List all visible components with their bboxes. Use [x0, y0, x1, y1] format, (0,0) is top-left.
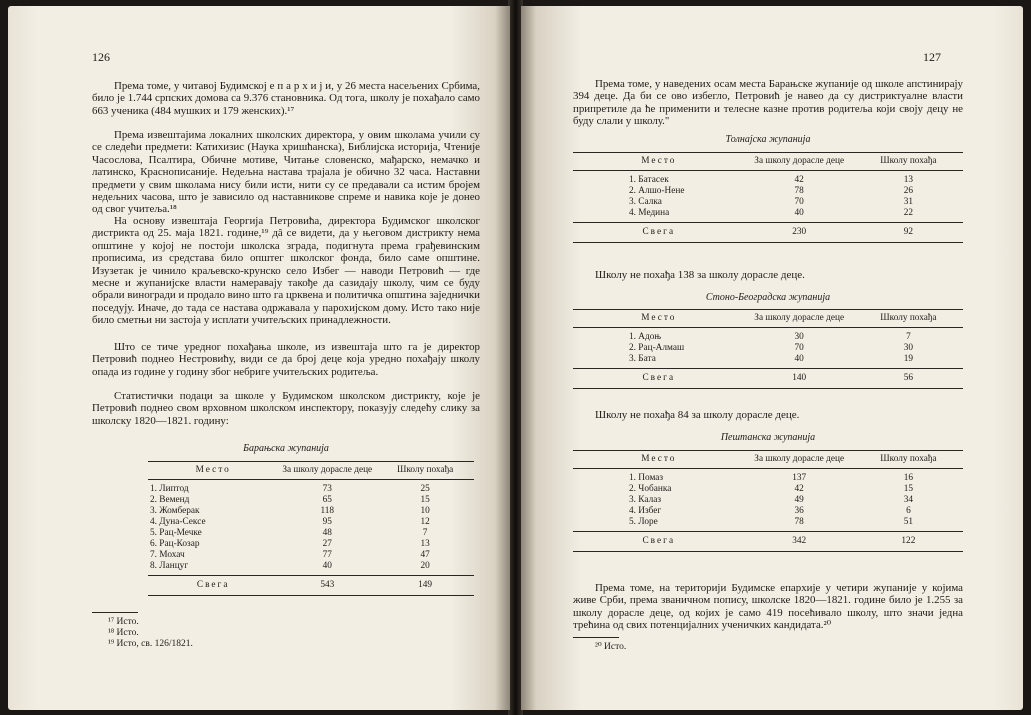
table-cell: 2. Алшо-Нене: [629, 186, 685, 196]
table-cell: 137: [792, 473, 807, 483]
table-row: [573, 197, 963, 208]
table-cell: 65: [322, 495, 332, 505]
footnote: ¹⁸ Исто.: [108, 628, 139, 638]
data-table: [573, 152, 963, 243]
table-cell: 20: [420, 561, 430, 571]
footnote: ²⁰ Исто.: [595, 642, 627, 652]
table-cell: 4. Избег: [629, 506, 662, 516]
table-cell: 15: [903, 484, 914, 494]
total-label: Свега: [573, 223, 745, 243]
table-row: [573, 354, 963, 369]
table-caption: Барањска жупанија: [243, 443, 329, 454]
table-cell: 47: [420, 550, 430, 560]
table-cell: 40: [794, 354, 804, 364]
table-row: [148, 495, 474, 506]
table-row: [573, 208, 963, 223]
left-page: [8, 6, 510, 710]
table-row: [573, 343, 963, 354]
table-cell: 2. Рац-Алмаш: [629, 343, 685, 353]
data-table: [573, 450, 963, 552]
footnote-divider: [573, 637, 619, 638]
table-row: [573, 506, 963, 517]
table-caption: Толнајска жупанија: [725, 134, 811, 145]
table-cell: 13: [903, 175, 914, 185]
table-cell: 31: [903, 197, 914, 207]
table-cell: 13: [420, 539, 430, 549]
table-cell: 30: [794, 332, 804, 342]
table-cell: 92: [854, 223, 963, 243]
table-cell: 70: [794, 197, 804, 207]
table-cell: 15: [420, 495, 430, 505]
table-cell: 27: [322, 539, 332, 549]
table-cell: 342: [745, 532, 854, 552]
statement: Школу не похађа 84 за школу дорасле деце.: [595, 409, 800, 421]
column-header: Школу похађа: [854, 310, 963, 328]
statement: Школу не похађа 138 за школу дорасле деце.: [595, 269, 805, 281]
table-cell: 7. Мохач: [150, 550, 185, 560]
table-cell: 1. Липтод: [150, 484, 189, 494]
table-cell: 12: [420, 517, 430, 527]
column-header: Место: [573, 310, 745, 328]
paragraph: Што се тиче уредног похађања школе, из извештаја што га је директор Петровић поднео Нестровићу, види се да број деце која уредно похађају школу опада из године у годину због небриге учитељских родитеља.: [92, 341, 480, 378]
table-cell: 42: [794, 175, 804, 185]
table-cell: 73: [322, 484, 332, 494]
table-cell: 77: [322, 550, 332, 560]
table-row: [573, 517, 963, 532]
table-cell: 1. Помаз: [629, 473, 664, 483]
paragraph: Статистички подаци за школе у Будимском школском дистрикту, које је Петровић поднео свом врховном школском инспектору, показују следећу слику за школску 1820—1821. годину:: [92, 390, 480, 427]
table-cell: 4. Медина: [629, 208, 670, 218]
table-cell: 51: [903, 517, 914, 527]
table-row: [573, 495, 963, 506]
column-header: Место: [148, 462, 278, 480]
table-cell: 6: [906, 506, 911, 516]
data-table: [148, 461, 474, 596]
table-cell: 1. Батасек: [629, 175, 669, 185]
footnote: ¹⁹ Исто, св. 126/1821.: [108, 639, 193, 649]
paragraph: Према извештајима локалних школских директора, у овим школама учили су се следећи предмети: Катихизис (Наука хришћанска), Библијска историја, Чтеније Часослова, Псалтира, Обичне мотиве, Читање словенско, мађарско, немачко и латинско, Краснописаније. Недељна настава трајала је обично 32 часа. Наставни предмети у свим школама нису били исти, нити су се предавали са истим бројем недељних часова, што је зависило од наставникове спреме и навика које је донео од свог учитеља.¹⁸: [92, 129, 480, 216]
table-cell: 48: [322, 528, 332, 538]
table-row: [573, 328, 963, 344]
table-cell: 3. Жомберак: [150, 506, 200, 516]
page-number: 127: [923, 50, 941, 64]
table-cell: 40: [322, 561, 332, 571]
table-cell: 22: [903, 208, 914, 218]
table-row: [148, 550, 474, 561]
table-row: [148, 528, 474, 539]
footnote-divider: [92, 612, 138, 613]
table-total-row: [148, 576, 474, 596]
total-label: Свега: [148, 576, 278, 596]
table-cell: 19: [903, 354, 914, 364]
table-cell: 140: [745, 369, 854, 389]
table-cell: 1. Адоњ: [629, 332, 662, 342]
table-caption: Пештанска жупанија: [720, 432, 816, 443]
table-total-row: [573, 369, 963, 389]
column-header: За школу дорасле деце: [745, 153, 854, 171]
page-number: 126: [92, 50, 110, 64]
paragraph: На основу извештаја Георгија Петровића, директора Будимског школског дистрикта од 25. маја 1821. године,¹⁹ дâ се видети, да у његовом дистрикту нема општине у којој не постоји школска зграда, подигнута према грађевинским прописима, из средстава било општег школског фонда, било саме општине. Изузетак је чинило краљевско-крунско село Избег — наводи Петровић — где месне и жупанијске власти намеравају такође да сазидају школу, чим се буду обрали виногради и продало вино што га црквена и политичка општина заједнички поседују. Иначе, до тада се настава одржавала у парохијском дому. Исто тако није било сметњи ни застоја у исплати учитељских принадлежности.: [92, 215, 480, 327]
column-header: Место: [573, 451, 745, 469]
column-header: Школу похађа: [376, 462, 474, 480]
table-cell: 149: [376, 576, 474, 596]
table-cell: 78: [794, 186, 804, 196]
table-cell: 25: [420, 484, 430, 494]
table-row: [148, 561, 474, 576]
table-cell: 5. Рац-Мечке: [150, 528, 202, 538]
table-cell: 30: [903, 343, 914, 353]
table-cell: 49: [794, 495, 804, 505]
table-row: [148, 517, 474, 528]
table-cell: 70: [794, 343, 804, 353]
table-cell: 40: [794, 208, 804, 218]
table-cell: 118: [320, 506, 335, 516]
paragraph: Према томе, на територији Будимске епархије у четири жупаније у којима живе Срби, према званичном попису, школске 1820—1821. године било је 1.255 за школу дорасле деце, од којих је само 419 посећивало школу, што значи једна трећина од свих потенцијалних ученичких кандидата.²⁰: [573, 582, 963, 632]
table-cell: 34: [903, 495, 914, 505]
column-header: За школу дорасле деце: [745, 451, 854, 469]
table-cell: 8. Ланцуг: [150, 561, 189, 571]
table-cell: 122: [854, 532, 963, 552]
table-cell: 3. Бата: [629, 354, 656, 364]
table-total-row: [573, 223, 963, 243]
footnote: ¹⁷ Исто.: [108, 617, 139, 627]
table-row: [148, 506, 474, 517]
total-label: Свега: [573, 369, 745, 389]
column-header: За школу дорасле деце: [745, 310, 854, 328]
table-cell: 3. Салка: [629, 197, 662, 207]
data-table: [573, 309, 963, 389]
table-cell: 78: [794, 517, 804, 527]
table-row: [573, 469, 963, 485]
total-label: Свега: [573, 532, 745, 552]
table-cell: 10: [420, 506, 430, 516]
table-cell: 26: [903, 186, 914, 196]
table-cell: 7: [906, 332, 911, 342]
column-header: Место: [573, 153, 745, 171]
table-cell: 95: [322, 517, 332, 527]
table-cell: 3. Калаз: [629, 495, 662, 505]
table-caption: Стоно-Београдска жупанија: [705, 292, 831, 303]
table-row: [148, 480, 474, 496]
table-total-row: [573, 532, 963, 552]
table-cell: 16: [903, 473, 914, 483]
table-row: [573, 186, 963, 197]
table-cell: 230: [745, 223, 854, 243]
table-cell: 6. Рац-Козар: [150, 539, 200, 549]
paragraph: Према томе, у наведених осам места Барањске жупаније од школе апстинирају 394 деце. Да би се ово избегло, Петровић је навео да су дистриктуалне власти припретиле да ће применити и телесне казне против родитеља који своју децу не буду слали у школу.": [573, 78, 963, 128]
paragraph: Према томе, у читавој Будимској е п а р х и ј и, у 26 места насељених Србима, било је 1.744 српских домова са 9.376 становника. Од тога, школу је похађало само 663 ученика (484 мушких и 179 женских).¹⁷: [92, 80, 480, 117]
table-cell: 543: [278, 576, 376, 596]
table-cell: 36: [794, 506, 804, 516]
column-header: Школу похађа: [854, 451, 963, 469]
table-cell: 2. Веменд: [150, 495, 190, 505]
table-cell: 56: [854, 369, 963, 389]
right-page: [521, 6, 1023, 710]
table-cell: 2. Чобанка: [629, 484, 672, 494]
table-cell: 4. Дуна-Сексе: [150, 517, 206, 527]
column-header: За школу дорасле деце: [278, 462, 376, 480]
table-row: [573, 484, 963, 495]
column-header: Школу похађа: [854, 153, 963, 171]
table-cell: 5. Лоре: [629, 517, 658, 527]
table-cell: 7: [422, 528, 428, 538]
table-cell: 42: [794, 484, 804, 494]
table-row: [573, 171, 963, 187]
table-row: [148, 539, 474, 550]
